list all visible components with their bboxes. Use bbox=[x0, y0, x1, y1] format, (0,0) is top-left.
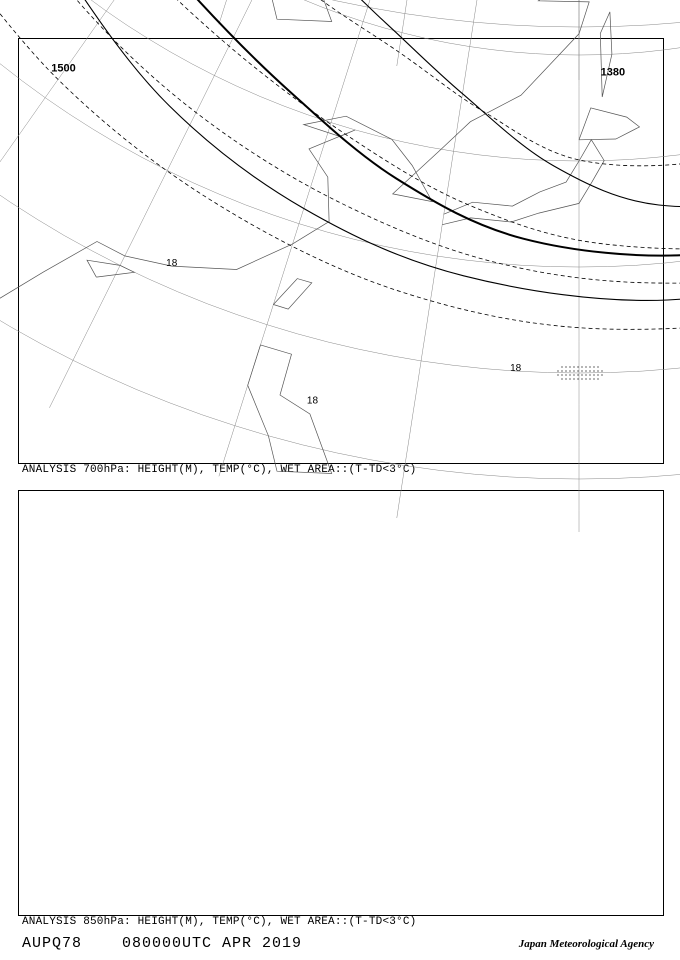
wet-area-dot bbox=[561, 366, 562, 367]
wet-area-dot bbox=[565, 370, 566, 371]
wet-area-dot bbox=[597, 378, 598, 379]
wet-area-dot bbox=[561, 374, 562, 375]
wet-area-dot bbox=[585, 374, 586, 375]
coastline bbox=[248, 0, 332, 22]
wet-area-dot bbox=[585, 370, 586, 371]
wet-area-dot bbox=[597, 370, 598, 371]
wet-area-dot bbox=[593, 370, 594, 371]
contour-label: 1380 bbox=[600, 66, 626, 79]
valid-time: 080000UTC APR 2019 bbox=[122, 935, 303, 952]
wet-area-dot bbox=[569, 378, 570, 379]
wet-area-dot bbox=[577, 366, 578, 367]
agency-credit: Japan Meteorological Agency bbox=[518, 938, 654, 950]
wet-area-dot bbox=[593, 378, 594, 379]
wet-area-dot bbox=[581, 370, 582, 371]
wet-area-dot bbox=[585, 366, 586, 367]
wet-area-dot bbox=[581, 374, 582, 375]
wet-area-dot bbox=[597, 374, 598, 375]
wet-area-dot bbox=[569, 374, 570, 375]
wet-area-dot bbox=[589, 366, 590, 367]
contour-label: 18 bbox=[166, 258, 178, 270]
contour-label: 18 bbox=[510, 363, 522, 375]
wet-area-dot bbox=[573, 370, 574, 371]
contour-label: 1500 bbox=[51, 62, 76, 75]
wet-area-dot bbox=[589, 374, 590, 375]
wet-area-dot bbox=[577, 378, 578, 379]
wet-area-dot bbox=[557, 370, 558, 371]
wet-area-dot bbox=[593, 374, 594, 375]
longitude-line bbox=[648, 0, 680, 66]
wet-area-dot bbox=[593, 366, 594, 367]
wet-area-dot bbox=[577, 370, 578, 371]
wet-area-dot bbox=[581, 378, 582, 379]
contour-label: 18 bbox=[306, 395, 319, 407]
chart-code: AUPQ78 bbox=[22, 935, 83, 952]
wet-area-dot bbox=[565, 378, 566, 379]
wet-area-dot bbox=[581, 366, 582, 367]
wet-area-dot bbox=[597, 366, 598, 367]
wet-area-dot bbox=[585, 378, 586, 379]
caption-850hpa: ANALYSIS 850hPa: HEIGHT(M), TEMP(°C), WET AREA::(T-TD<3°C) bbox=[22, 916, 417, 928]
wet-area-dot bbox=[573, 378, 574, 379]
map-layer-700 bbox=[0, 0, 680, 80]
wet-area-dot bbox=[601, 370, 602, 371]
wet-area-dot bbox=[601, 374, 602, 375]
wet-area-dot bbox=[557, 374, 558, 375]
wet-area-dot bbox=[589, 370, 590, 371]
wet-area-dot bbox=[561, 370, 562, 371]
wet-area-dot bbox=[573, 374, 574, 375]
caption-700hpa: ANALYSIS 700hPa: HEIGHT(M), TEMP(°C), WET AREA::(T-TD<3°C) bbox=[22, 464, 417, 476]
wet-area-dot bbox=[569, 366, 570, 367]
wet-area-dot bbox=[569, 370, 570, 371]
wet-area-dot bbox=[589, 378, 590, 379]
wet-area-dot bbox=[565, 374, 566, 375]
wet-area-dot bbox=[577, 374, 578, 375]
wet-area-dot bbox=[561, 378, 562, 379]
wet-area-dot bbox=[565, 366, 566, 367]
chart-identifier bbox=[22, 935, 302, 952]
longitude-line bbox=[397, 0, 511, 66]
wet-area-dot bbox=[573, 366, 574, 367]
